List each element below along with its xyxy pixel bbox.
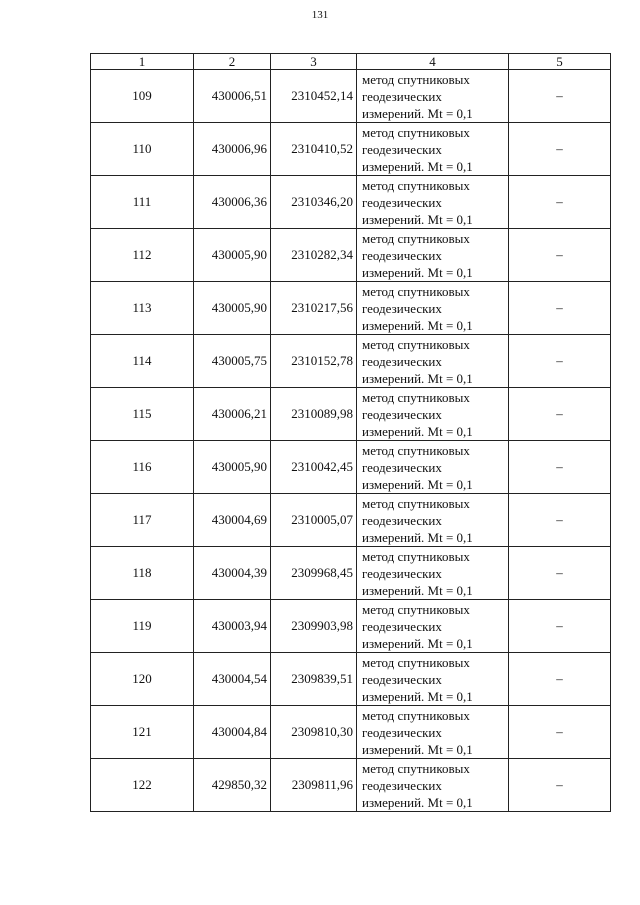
point-number-cell: 115	[91, 388, 194, 441]
point-number-cell: 116	[91, 441, 194, 494]
header-col-1: 1	[91, 54, 194, 70]
note-cell: –	[509, 706, 611, 759]
y-coordinate-cell: 2309903,98	[271, 600, 357, 653]
x-coordinate-cell: 430004,69	[194, 494, 271, 547]
note-cell: –	[509, 388, 611, 441]
table-row	[91, 282, 611, 335]
method-line: метод спутниковых	[362, 283, 470, 299]
point-number-cell: 110	[91, 123, 194, 176]
method-line: геодезических	[362, 459, 442, 475]
method-cell	[357, 441, 509, 494]
method-line: геодезических	[362, 618, 442, 634]
method-line: метод спутниковых	[362, 548, 470, 564]
page-number: 131	[311, 9, 329, 21]
method-line: измерений. Mt = 0,1	[362, 211, 473, 227]
method-line: метод спутниковых	[362, 389, 470, 405]
method-line: геодезических	[362, 141, 442, 157]
table-row	[91, 229, 611, 282]
table-row	[91, 70, 611, 123]
point-number-cell: 112	[91, 229, 194, 282]
note-cell: –	[509, 176, 611, 229]
header-row	[91, 54, 611, 70]
point-number-cell: 113	[91, 282, 194, 335]
point-number-cell: 120	[91, 653, 194, 706]
header-col-4: 4	[357, 54, 509, 70]
note-cell: –	[509, 123, 611, 176]
x-coordinate-cell: 430006,21	[194, 388, 271, 441]
method-line: геодезических	[362, 724, 442, 740]
method-cell	[357, 547, 509, 600]
method-line: геодезических	[362, 247, 442, 263]
table-row	[91, 653, 611, 706]
method-line: геодезических	[362, 512, 442, 528]
method-line: измерений. Mt = 0,1	[362, 529, 473, 545]
note-cell: –	[509, 282, 611, 335]
y-coordinate-cell: 2309968,45	[271, 547, 357, 600]
header-col-2: 2	[194, 54, 271, 70]
x-coordinate-cell: 430005,90	[194, 229, 271, 282]
method-line: метод спутниковых	[362, 495, 470, 511]
y-coordinate-cell: 2310346,20	[271, 176, 357, 229]
x-coordinate-cell: 430005,90	[194, 441, 271, 494]
method-cell	[357, 600, 509, 653]
table-header	[91, 54, 611, 70]
method-line: метод спутниковых	[362, 230, 470, 246]
x-coordinate-cell: 430005,75	[194, 335, 271, 388]
y-coordinate-cell: 2310042,45	[271, 441, 357, 494]
method-line: геодезических	[362, 406, 442, 422]
method-cell	[357, 706, 509, 759]
note-cell: –	[509, 441, 611, 494]
method-line: метод спутниковых	[362, 760, 470, 776]
x-coordinate-cell: 430006,96	[194, 123, 271, 176]
table-row	[91, 441, 611, 494]
method-cell	[357, 653, 509, 706]
method-line: геодезических	[362, 565, 442, 581]
table-row	[91, 706, 611, 759]
method-line: метод спутниковых	[362, 654, 470, 670]
y-coordinate-cell: 2310005,07	[271, 494, 357, 547]
point-number-cell: 121	[91, 706, 194, 759]
method-line: измерений. Mt = 0,1	[362, 423, 473, 439]
y-coordinate-cell: 2310217,56	[271, 282, 357, 335]
method-cell	[357, 494, 509, 547]
note-cell: –	[509, 653, 611, 706]
method-line: измерений. Mt = 0,1	[362, 635, 473, 651]
point-number-cell: 119	[91, 600, 194, 653]
method-line: метод спутниковых	[362, 707, 470, 723]
method-line: измерений. Mt = 0,1	[362, 582, 473, 598]
table-row	[91, 335, 611, 388]
method-cell	[357, 759, 509, 812]
method-line: метод спутниковых	[362, 124, 470, 140]
method-cell	[357, 229, 509, 282]
method-line: измерений. Mt = 0,1	[362, 688, 473, 704]
method-cell	[357, 70, 509, 123]
method-cell	[357, 282, 509, 335]
y-coordinate-cell: 2309839,51	[271, 653, 357, 706]
header-col-5: 5	[509, 54, 611, 70]
method-line: измерений. Mt = 0,1	[362, 741, 473, 757]
point-number-cell: 114	[91, 335, 194, 388]
note-cell: –	[509, 759, 611, 812]
x-coordinate-cell: 430004,54	[194, 653, 271, 706]
method-cell	[357, 388, 509, 441]
table-row	[91, 388, 611, 441]
point-number-cell: 118	[91, 547, 194, 600]
y-coordinate-cell: 2310282,34	[271, 229, 357, 282]
header-col-3: 3	[271, 54, 357, 70]
method-cell	[357, 176, 509, 229]
method-line: геодезических	[362, 671, 442, 687]
table-row	[91, 176, 611, 229]
method-line: измерений. Mt = 0,1	[362, 317, 473, 333]
method-line: метод спутниковых	[362, 601, 470, 617]
method-line: метод спутниковых	[362, 71, 470, 87]
x-coordinate-cell: 430003,94	[194, 600, 271, 653]
x-coordinate-cell: 430004,84	[194, 706, 271, 759]
y-coordinate-cell: 2310152,78	[271, 335, 357, 388]
table-body	[91, 70, 611, 812]
method-line: измерений. Mt = 0,1	[362, 158, 473, 174]
method-line: измерений. Mt = 0,1	[362, 370, 473, 386]
table-row	[91, 494, 611, 547]
x-coordinate-cell: 430005,90	[194, 282, 271, 335]
method-line: геодезических	[362, 777, 442, 793]
x-coordinate-cell: 430006,51	[194, 70, 271, 123]
y-coordinate-cell: 2309811,96	[271, 759, 357, 812]
y-coordinate-cell: 2310089,98	[271, 388, 357, 441]
table-row	[91, 123, 611, 176]
method-line: геодезических	[362, 353, 442, 369]
point-number-cell: 111	[91, 176, 194, 229]
method-line: геодезических	[362, 300, 442, 316]
note-cell: –	[509, 70, 611, 123]
method-cell	[357, 335, 509, 388]
method-line: геодезических	[362, 88, 442, 104]
y-coordinate-cell: 2309810,30	[271, 706, 357, 759]
note-cell: –	[509, 547, 611, 600]
method-line: измерений. Mt = 0,1	[362, 476, 473, 492]
note-cell: –	[509, 494, 611, 547]
x-coordinate-cell: 430006,36	[194, 176, 271, 229]
method-line: измерений. Mt = 0,1	[362, 105, 473, 121]
note-cell: –	[509, 229, 611, 282]
method-line: геодезических	[362, 194, 442, 210]
x-coordinate-cell: 430004,39	[194, 547, 271, 600]
note-cell: –	[509, 335, 611, 388]
method-line: метод спутниковых	[362, 442, 470, 458]
method-line: измерений. Mt = 0,1	[362, 794, 473, 810]
point-number-cell: 117	[91, 494, 194, 547]
point-number-cell: 122	[91, 759, 194, 812]
coordinates-table	[90, 53, 611, 812]
x-coordinate-cell: 429850,32	[194, 759, 271, 812]
method-line: измерений. Mt = 0,1	[362, 264, 473, 280]
note-cell: –	[509, 600, 611, 653]
table-row	[91, 547, 611, 600]
point-number-cell: 109	[91, 70, 194, 123]
method-cell	[357, 123, 509, 176]
method-line: метод спутниковых	[362, 177, 470, 193]
y-coordinate-cell: 2310410,52	[271, 123, 357, 176]
table-row	[91, 759, 611, 812]
method-line: метод спутниковых	[362, 336, 470, 352]
table-row	[91, 600, 611, 653]
y-coordinate-cell: 2310452,14	[271, 70, 357, 123]
